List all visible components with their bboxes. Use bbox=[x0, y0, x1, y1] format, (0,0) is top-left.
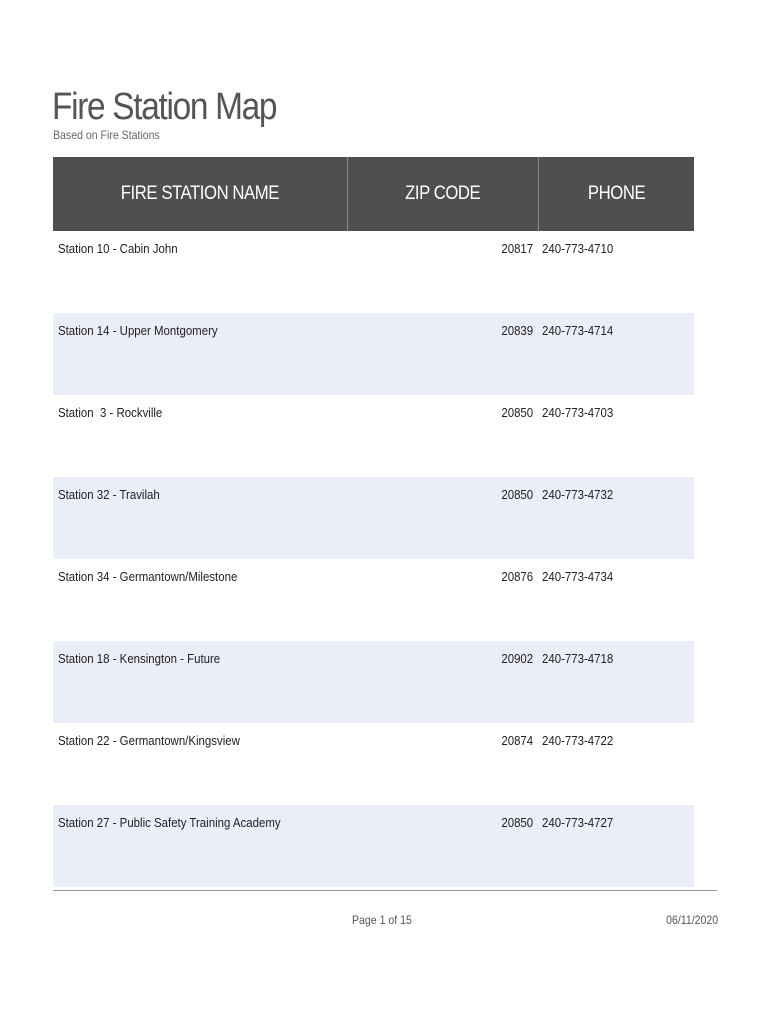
phone-cell: 240-773-4727 bbox=[542, 815, 614, 830]
table-row bbox=[53, 231, 694, 313]
station-name-cell: Station 18 - Kensington - Future bbox=[58, 651, 221, 666]
report-date: 06/11/2020 bbox=[665, 913, 718, 927]
station-name-cell: Station 3 - Rockville bbox=[58, 405, 163, 420]
zip-code-cell: 20850 bbox=[501, 405, 533, 420]
table-row bbox=[53, 395, 694, 477]
column-header-zip: ZIP CODE bbox=[348, 157, 539, 231]
table-row bbox=[53, 641, 694, 723]
fire-station-table bbox=[53, 157, 694, 887]
table-row bbox=[53, 723, 694, 805]
zip-code-cell: 20876 bbox=[501, 569, 533, 584]
station-name-cell: Station 27 - Public Safety Training Academy bbox=[58, 815, 281, 830]
station-name-cell: Station 14 - Upper Montgomery bbox=[58, 323, 218, 338]
page-number: Page 1 of 15 bbox=[352, 913, 412, 927]
phone-cell: 240-773-4718 bbox=[542, 651, 614, 666]
table-row bbox=[53, 559, 694, 641]
station-name-cell: Station 22 - Germantown/Kingsview bbox=[58, 733, 240, 748]
station-name-cell: Station 34 - Germantown/Milestone bbox=[58, 569, 238, 584]
phone-cell: 240-773-4710 bbox=[542, 241, 614, 256]
zip-code-cell: 20850 bbox=[501, 487, 533, 502]
station-name-cell: Station 10 - Cabin John bbox=[58, 241, 178, 256]
table-row bbox=[53, 477, 694, 559]
phone-cell: 240-773-4703 bbox=[542, 405, 614, 420]
phone-cell: 240-773-4734 bbox=[542, 569, 614, 584]
zip-code-cell: 20902 bbox=[501, 651, 533, 666]
table-header bbox=[53, 157, 694, 231]
phone-cell: 240-773-4714 bbox=[542, 323, 614, 338]
page-title: Fire Station Map bbox=[52, 86, 277, 128]
zip-code-cell: 20850 bbox=[501, 815, 533, 830]
footer-divider bbox=[53, 890, 717, 891]
column-header-phone: PHONE bbox=[587, 183, 646, 204]
column-header-name: FIRE STATION NAME bbox=[53, 157, 348, 231]
phone-cell: 240-773-4722 bbox=[542, 733, 614, 748]
table-row bbox=[53, 313, 694, 395]
zip-code-cell: 20874 bbox=[501, 733, 533, 748]
phone-cell: 240-773-4732 bbox=[542, 487, 614, 502]
station-name-cell: Station 32 - Travilah bbox=[58, 487, 160, 502]
table-row bbox=[53, 805, 694, 887]
page-subtitle: Based on Fire Stations bbox=[53, 128, 160, 142]
zip-code-cell: 20839 bbox=[501, 323, 533, 338]
zip-code-cell: 20817 bbox=[501, 241, 533, 256]
